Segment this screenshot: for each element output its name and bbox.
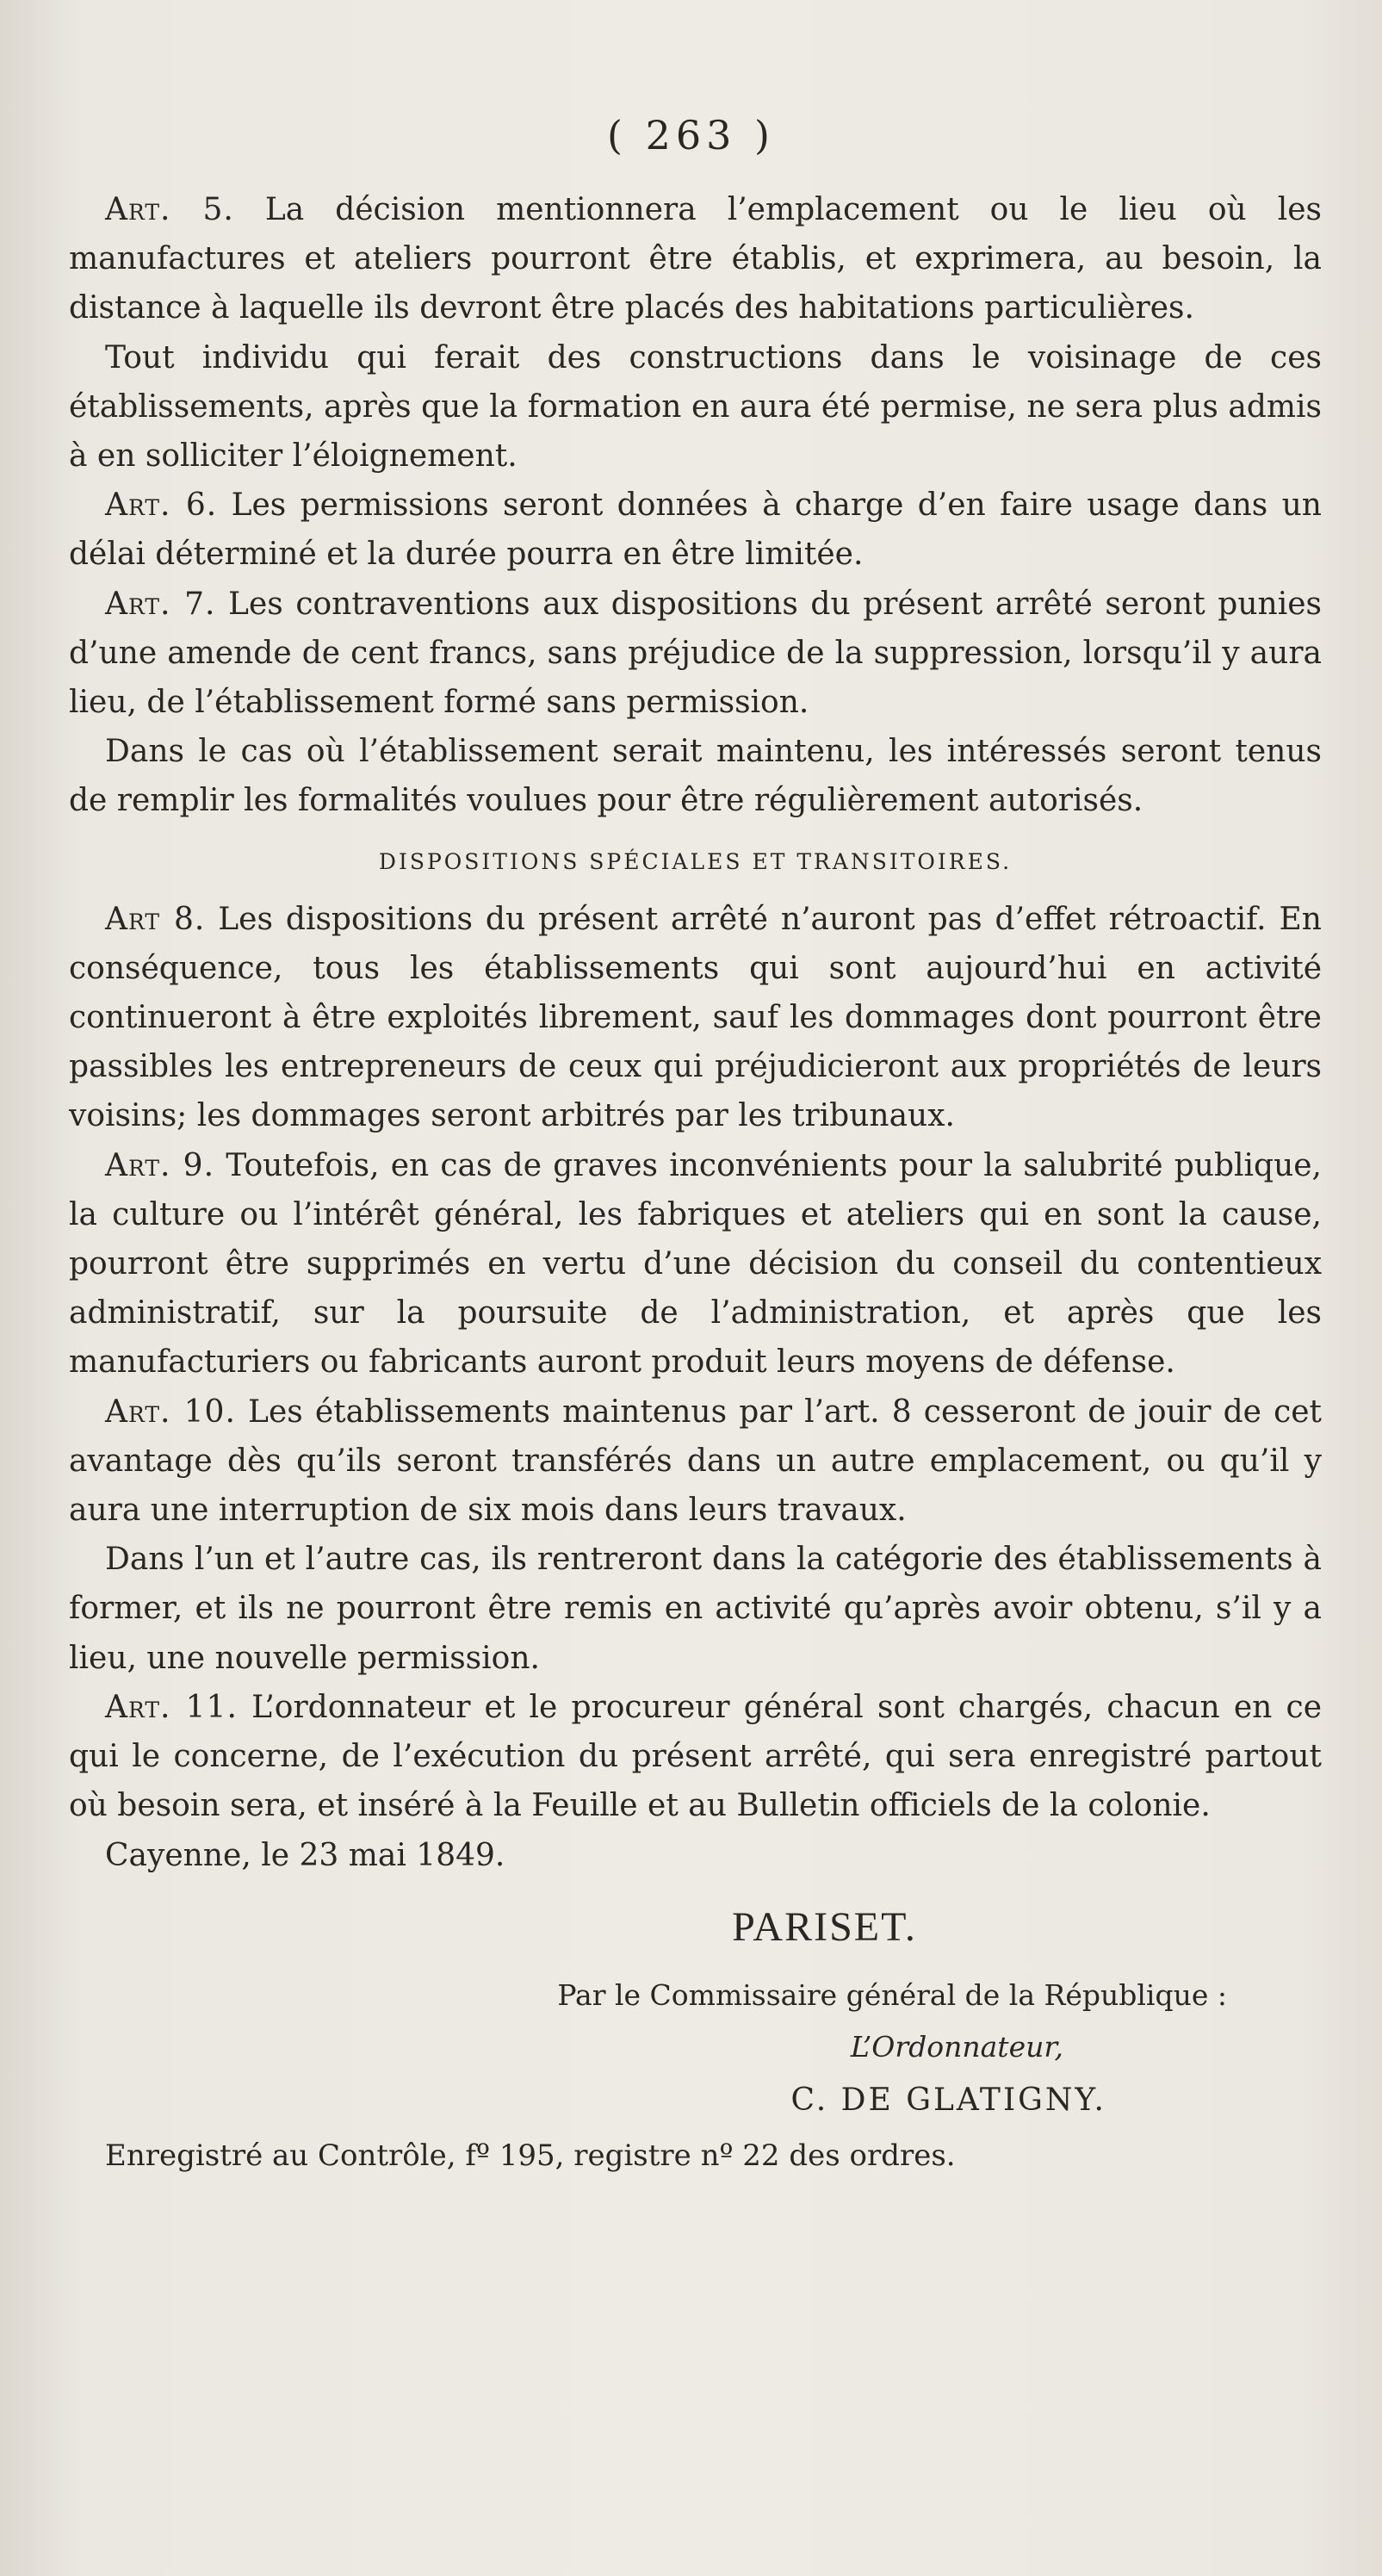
article-label: Art. 6.: [105, 487, 218, 524]
article-text: Cayenne, le 23 mai 1849.: [105, 1837, 505, 1873]
document-body: [69, 185, 1322, 2183]
articles-top: [69, 185, 1322, 826]
article-paragraph: [69, 580, 1322, 728]
article-label: Art. 7.: [105, 586, 216, 622]
article-label: Art. 10.: [105, 1394, 236, 1430]
article-paragraph: [69, 1535, 1322, 1683]
signature: PARISET.: [732, 1903, 917, 1950]
article-label: Art. 5.: [105, 192, 234, 227]
article-paragraph: [69, 1387, 1322, 1536]
article-label: Art 8.: [105, 901, 206, 937]
article-text: L’ordonnateur et le procureur général sont chargés, chacun en ce qui le concerne, de l’exécution du présent arrêté, qui sera enregistré partout où besoin sera, et inséré à la Feuille et au Bulletin officiels de la colonie.: [69, 1689, 1322, 1824]
articles-bottom: [69, 895, 1322, 1880]
article-text: Les permissions seront données à charge d’en faire usage dans un délai déterminé et la durée pourra en être limitée.: [69, 487, 1322, 573]
article-text: Dans l’un et l’autre cas, ils rentreront dans la catégorie des établissements à former, et ils ne pourront être remis en activité qu’après avoir obtenu, s’il y a lieu, une nouvelle permission.: [69, 1542, 1322, 1676]
article-paragraph: [69, 185, 1322, 333]
article-paragraph: [69, 1141, 1322, 1387]
article-label: Art. 11.: [105, 1689, 238, 1725]
article-paragraph: [69, 1831, 1322, 1880]
countersign-name: C. DE GLATIGNY.: [790, 2082, 1106, 2118]
article-text: La décision mentionnera l’emplacement ou le lieu où les manufactures et ateliers pourront être établis, et exprimera, au besoin, la distance à laquelle ils devront être placés des habitations particulières.: [69, 192, 1322, 326]
article-text: Dans le cas où l’établissement serait maintenu, les intéressés seront tenus de remplir les formalités voulues pour être régulièrement autorisés.: [69, 734, 1322, 819]
article-paragraph: [69, 333, 1322, 481]
article-label: Art. 9.: [105, 1147, 215, 1183]
page-number: ( 263 ): [607, 112, 775, 158]
signatory-role: L’Ordonnateur,: [850, 2029, 1063, 2064]
article-text: Les contraventions aux dispositions du présent arrêté seront punies d’une amende de cent francs, sans préjudice de la suppression, lorsqu’il y aura lieu, de l’établissement formé sans permission.: [69, 586, 1323, 721]
article-paragraph: [69, 895, 1322, 1141]
article-paragraph: [69, 481, 1322, 579]
article-text: Tout individu qui ferait des constructions dans le voisinage de ces établissements, après que la formation en aura été permise, ne sera plus admis à en solliciter l’éloignement.: [69, 339, 1322, 475]
article-text: Les établissements maintenus par l’art. 8 cesseront de jouir de cet avantage dès qu’ils seront transférés dans un autre emplacement, ou qu’il y aura une interruption de six mois dans leurs travaux.: [69, 1394, 1322, 1529]
section-heading: DISPOSITIONS SPÉCIALES ET TRANSITOIRES.: [378, 848, 1013, 874]
registration-note: Enregistré au Contrôle, fº 195, registre nº 22 des ordres.: [105, 2138, 956, 2173]
article-paragraph: [69, 1683, 1322, 1831]
by-line: Par le Commissaire général de la République :: [557, 1977, 1227, 2012]
article-paragraph: [69, 727, 1322, 825]
article-text: Les dispositions du présent arrêté n’auront pas d’effet rétroactif. En conséquence, tous les établissements qui sont aujourd’hui en activité continueront à être exploités librement, sauf les dommages dont pourront être passibles les entrepreneurs de ceux qui préjudicieront aux propriétés de leurs voisins; les dommages seront arbitrés par les tribunaux.: [69, 901, 1322, 1134]
article-text: Toutefois, en cas de graves inconvénients pour la salubrité publique, la culture ou l’intérêt général, les fabriques et ateliers qui en sont la cause, pourront être supprimés en vertu d’une décision du conseil du contentieux administratif, sur la poursuite de l’administration, et après que les manufacturiers ou fabricants auront produit leurs moyens de défense.: [69, 1147, 1323, 1381]
